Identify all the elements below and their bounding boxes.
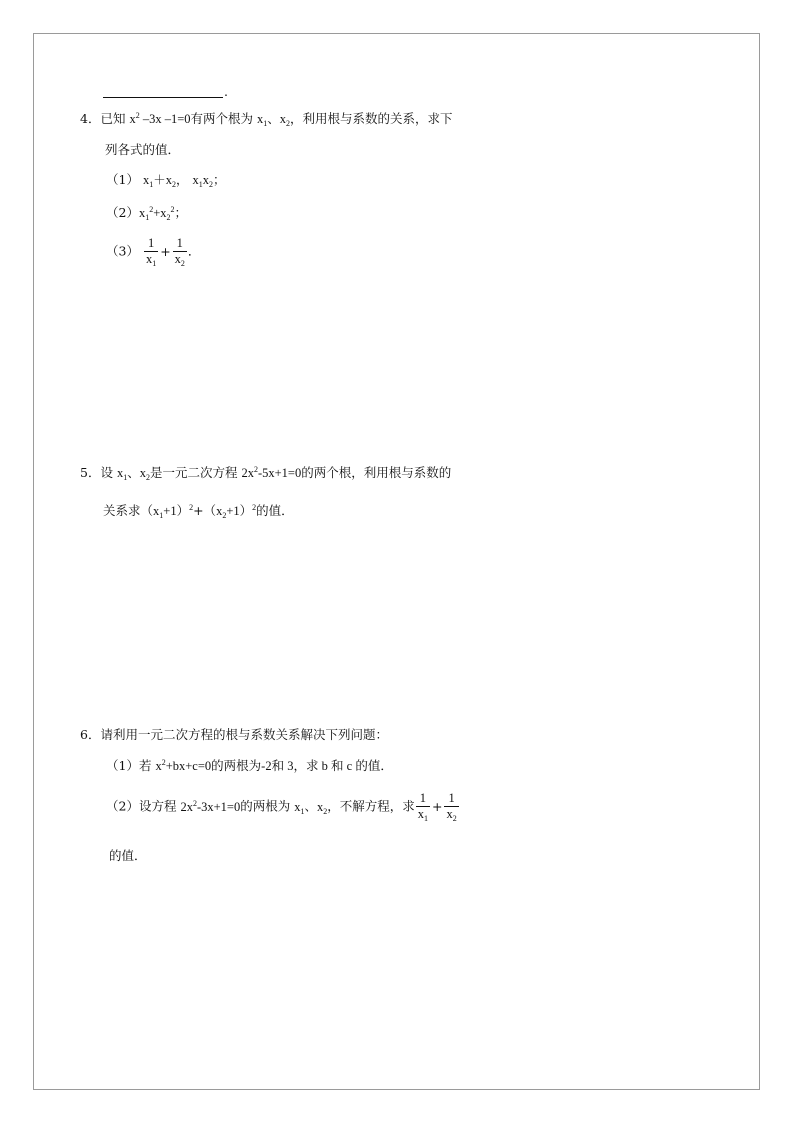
question-4-line-1: 4．已知 $x^2$ –3x –1=0有两个根为 $x_1$、$x_2$，利用根与系数的关系，求下 [80,111,453,128]
equation: $2x^2-5x+1=0$ [241,465,302,480]
equation: $x^2$ –3x –1=0 [129,111,191,126]
question-6-part-2: （2）设方程 $2x^2-3x+1=0$的两根为 $x_1$、$x_2$，不解方程，求 $\frac{1}{x_1}$ + $\frac{1}{x_2}$ [106,791,457,823]
question-4-line-2: 列各式的值． [105,142,181,157]
question-5-number: 5． [80,465,101,480]
page-border [33,33,760,1090]
question-4-part-1: （1） $x_1+x_2$， $x_1x_2$； [106,172,226,189]
question-4-part-2: $(2)x_1^2+x_2^2$； [106,205,188,222]
fraction-1-over-x2: $\frac{1}{x_2}$ [174,236,185,268]
question-5-line-1: 5．设 $x_1$、$x_2$是一元二次方程 $2x^2-5x+1=0$的两个根，利用根与系数的 [80,465,452,482]
question-6-line-1: 6．请利用一元二次方程的根与系数关系解决下列问题： [80,727,388,742]
root-x2: $x_2$ [279,112,291,128]
question-4-number: 4． [80,111,101,126]
fraction-1-over-x2: $\frac{1}{x_2}$ [446,791,457,823]
answer-blank-line [103,97,223,98]
fraction-1-over-x1: $\frac{1}{x_1}$ [145,236,157,268]
question-6-part-1: （1）若 $x^2+bx+c=0$的两根为-2和 3，求 b 和 c 的值． [106,758,393,773]
question-6-number: 6． [80,727,101,742]
question-5-line-2: 关系求$(x_1+1)^2+(x_2+1)^2$的值． [103,503,294,520]
question-4-part-3: （3） $\frac{1}{x_1}$ + $\frac{1}{x_2}$ ． [106,236,201,268]
question-6-part-2-line-2: 的值． [109,848,147,863]
fraction-1-over-x1: $\frac{1}{x_1}$ [417,791,428,823]
root-x1: $x_1$ [257,112,268,128]
previous-question-period: . [224,84,228,99]
